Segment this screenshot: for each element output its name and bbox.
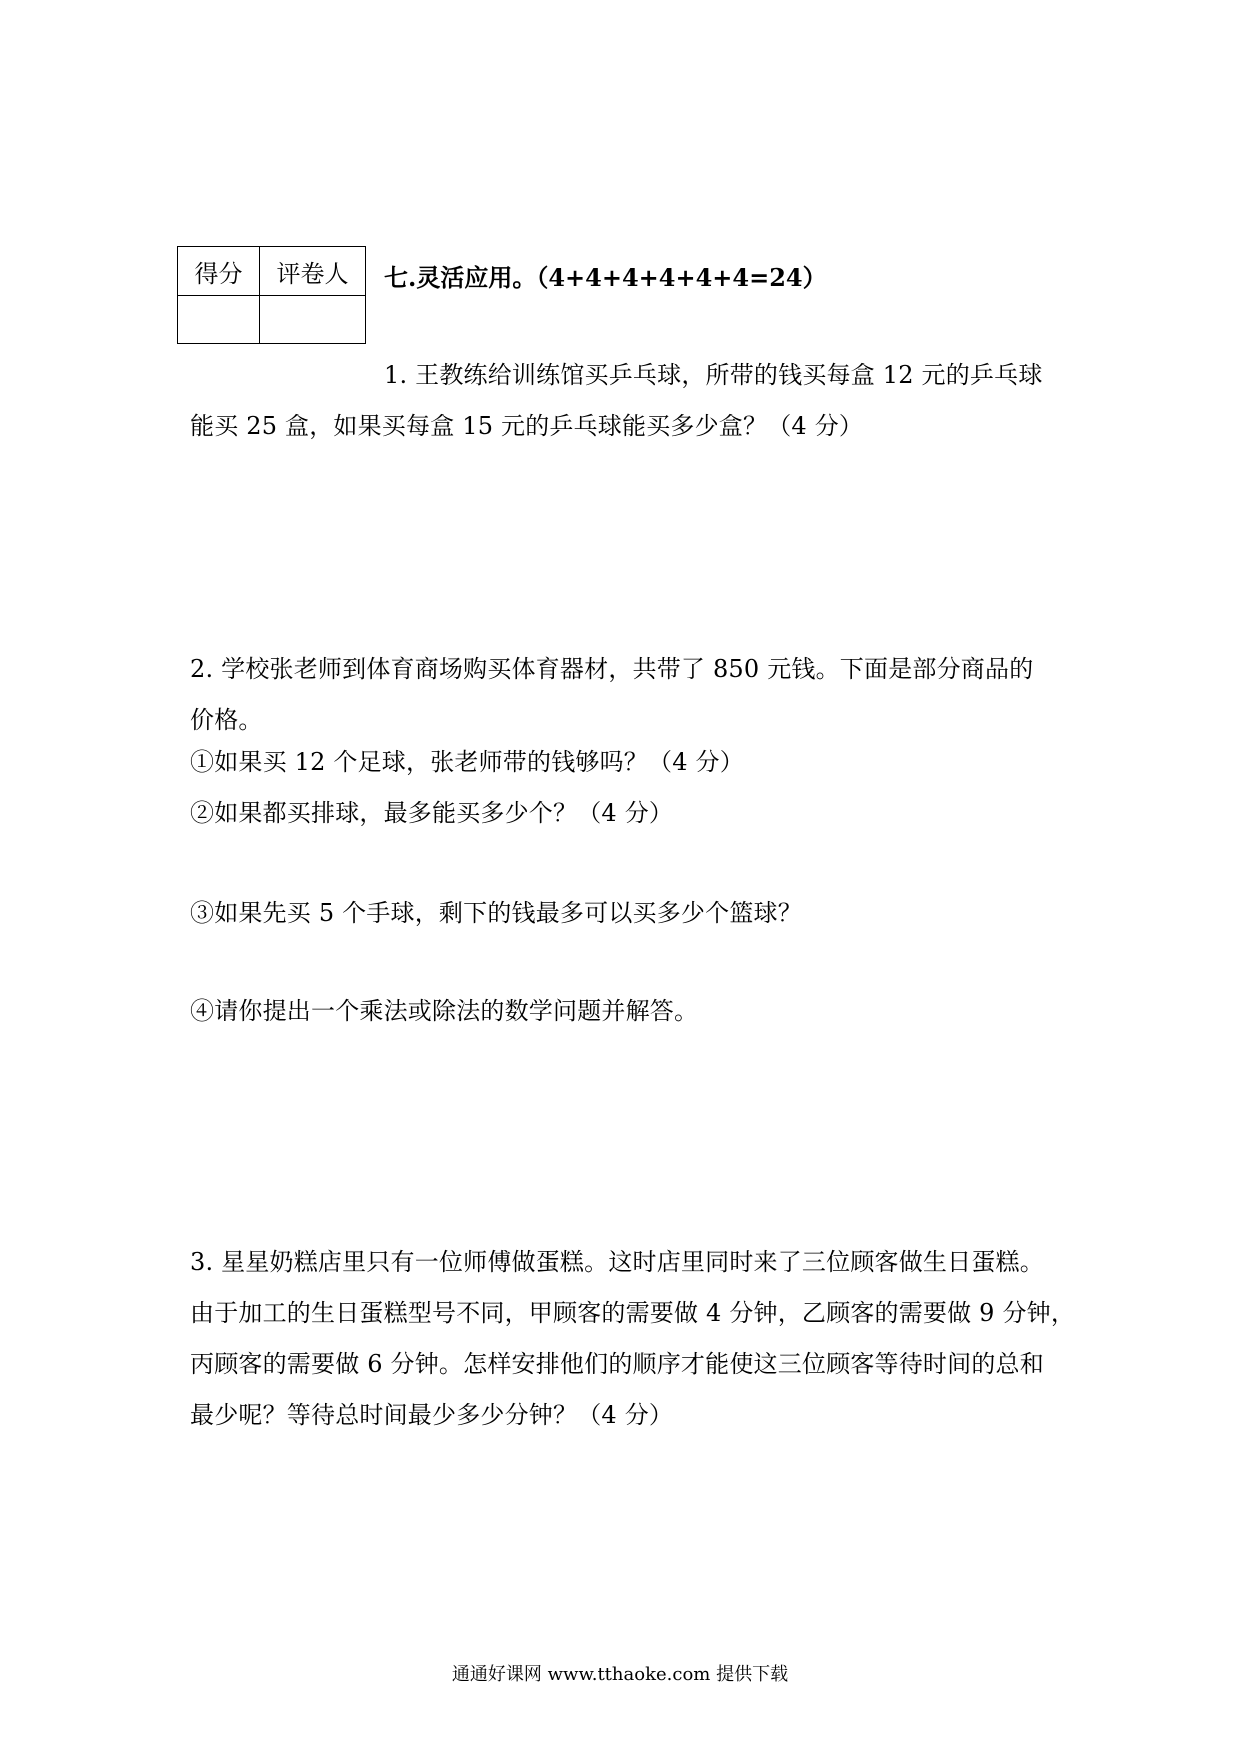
q2-sub-3: ③如果先买 5 个手球，剩下的钱最多可以买多少个篮球？ (190, 899, 802, 927)
score-table (177, 246, 366, 344)
q3-line-4: 最少呢？等待总时间最少多少分钟？（4 分） (190, 1401, 674, 1429)
grader-header: 评卷人 (260, 247, 366, 296)
q3-line-3: 丙顾客的需要做 6 分钟。怎样安排他们的顺序才能使这三位顾客等待时间的总和 (190, 1350, 1044, 1378)
score-cell (178, 296, 260, 344)
q2-sub-4: ④请你提出一个乘法或除法的数学问题并解答。 (190, 997, 699, 1025)
q2-line-2: 价格。 (190, 706, 263, 734)
grader-cell (260, 296, 366, 344)
q1-line-2: 能买 25 盒，如果买每盒 15 元的乒乓球能买多少盒？（4 分） (190, 412, 864, 440)
q2-sub-1: ①如果买 12 个足球，张老师带的钱够吗？（4 分） (190, 748, 744, 776)
section-title: 七.灵活应用。（4+4+4+4+4+4=24） (384, 263, 827, 292)
q2-sub-2: ②如果都买排球，最多能买多少个？（4 分） (190, 799, 674, 827)
q2-line-1: 2. 学校张老师到体育商场购买体育器材，共带了 850 元钱。下面是部分商品的 (190, 655, 1034, 683)
q3-line-1: 3. 星星奶糕店里只有一位师傅做蛋糕。这时店里同时来了三位顾客做生日蛋糕。 (190, 1248, 1044, 1276)
q3-line-2: 由于加工的生日蛋糕型号不同，甲顾客的需要做 4 分钟，乙顾客的需要做 9 分钟， (190, 1299, 1076, 1327)
footer-source: 通通好课网 www.tthaoke.com 提供下载 (451, 1664, 789, 1685)
q1-line-1: 1. 王教练给训练馆买乒乓球，所带的钱买每盒 12 元的乒乓球 (384, 361, 1043, 389)
score-header: 得分 (178, 247, 260, 296)
